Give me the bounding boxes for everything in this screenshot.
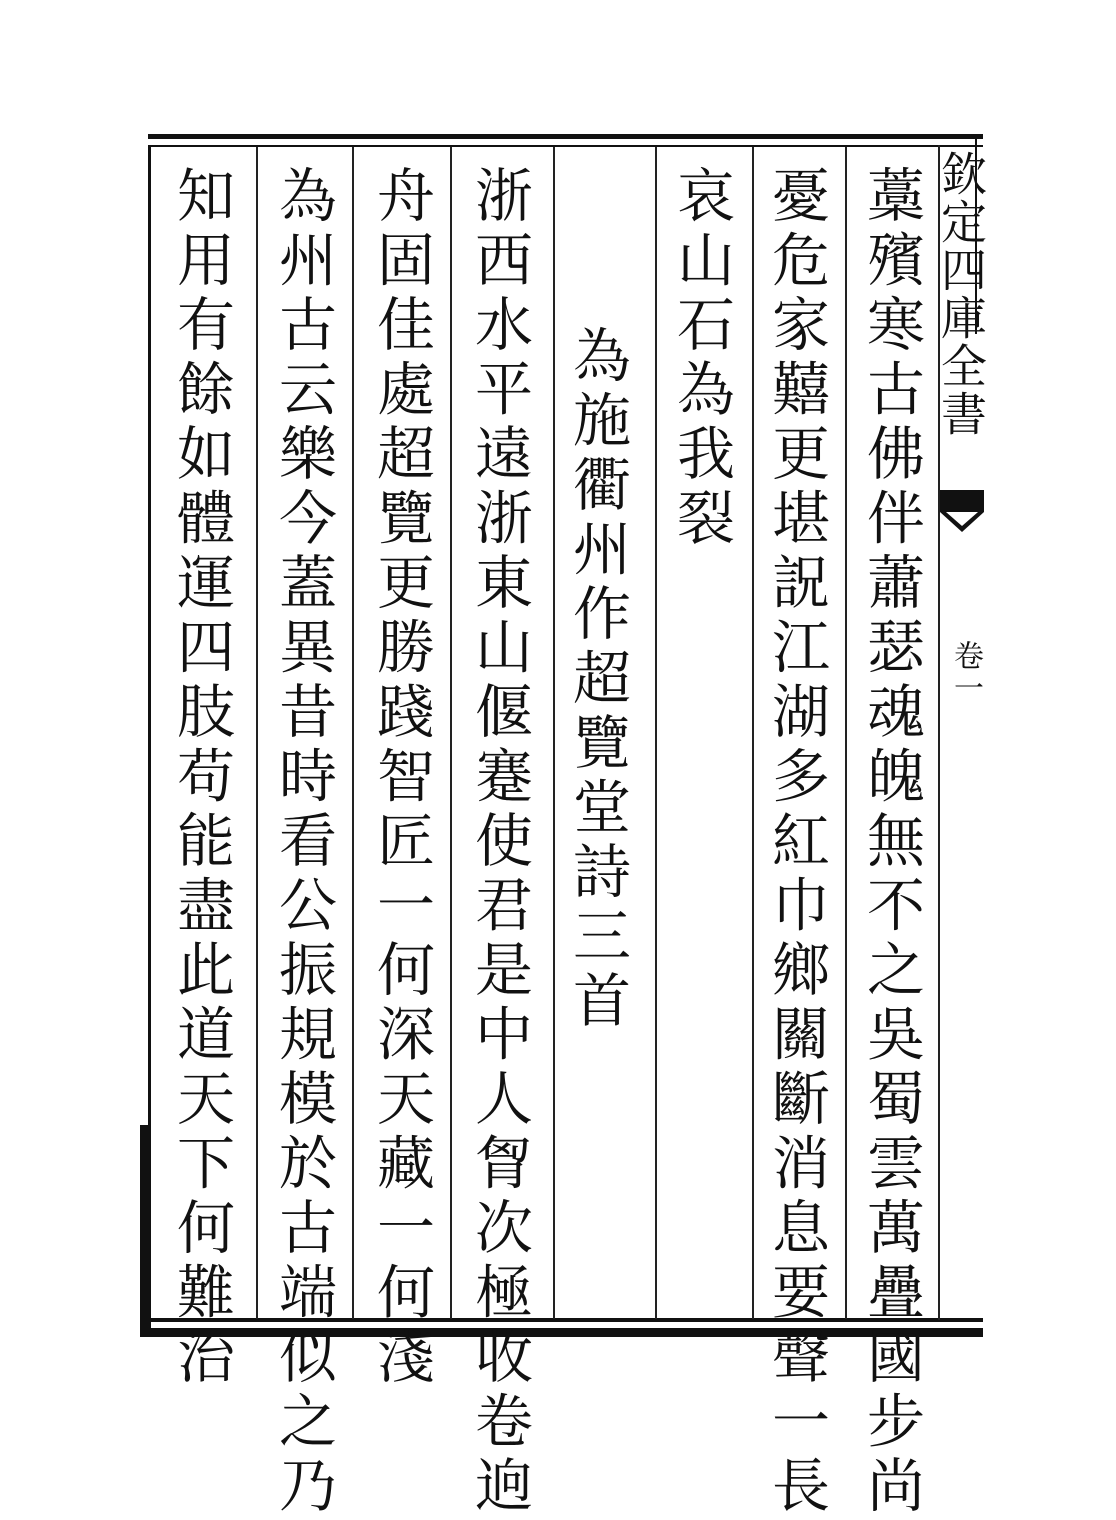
column-divider xyxy=(256,147,258,1319)
frame-left-outer-border xyxy=(140,1125,148,1335)
margin-book-title: 欽定四庫全書 xyxy=(934,150,988,438)
column-divider xyxy=(845,147,847,1319)
text-column-7: 為州古云樂今蓋異昔時看公振規模於古端似之乃 xyxy=(269,165,337,1520)
column-divider xyxy=(553,147,555,1319)
text-column-5: 浙西水平遠浙東山偃蹇使君是中人胷次極收卷逈 xyxy=(465,165,533,1520)
column-divider xyxy=(352,147,354,1319)
poem-title-column: 為施衢州作超覽堂詩三首 xyxy=(563,325,631,1035)
fishtail-mark-icon xyxy=(940,490,984,550)
frame-top-border xyxy=(148,134,983,139)
text-column-1: 藁殯寒古佛伴蕭瑟魂魄無不之吳蜀雲萬疊國步尚 xyxy=(857,165,925,1520)
column-divider xyxy=(752,147,754,1319)
column-divider xyxy=(450,147,452,1319)
text-column-6: 舟固佳處超覽更勝踐智匠一何深天藏一何淺 xyxy=(367,165,435,1391)
text-column-3: 哀山石為我裂 xyxy=(667,165,735,552)
text-column-2: 憂危家囏更堪詋江湖多紅巾鄉關斷消息要聲一長 xyxy=(762,165,830,1520)
frame-left-border xyxy=(148,145,151,1335)
margin-volume-label: 卷一 xyxy=(948,640,983,704)
frame-top-inner-border xyxy=(148,145,983,147)
text-column-8: 知用有餘如體運四肢苟能盡此道天下何難治 xyxy=(167,165,235,1391)
column-divider xyxy=(655,147,657,1319)
